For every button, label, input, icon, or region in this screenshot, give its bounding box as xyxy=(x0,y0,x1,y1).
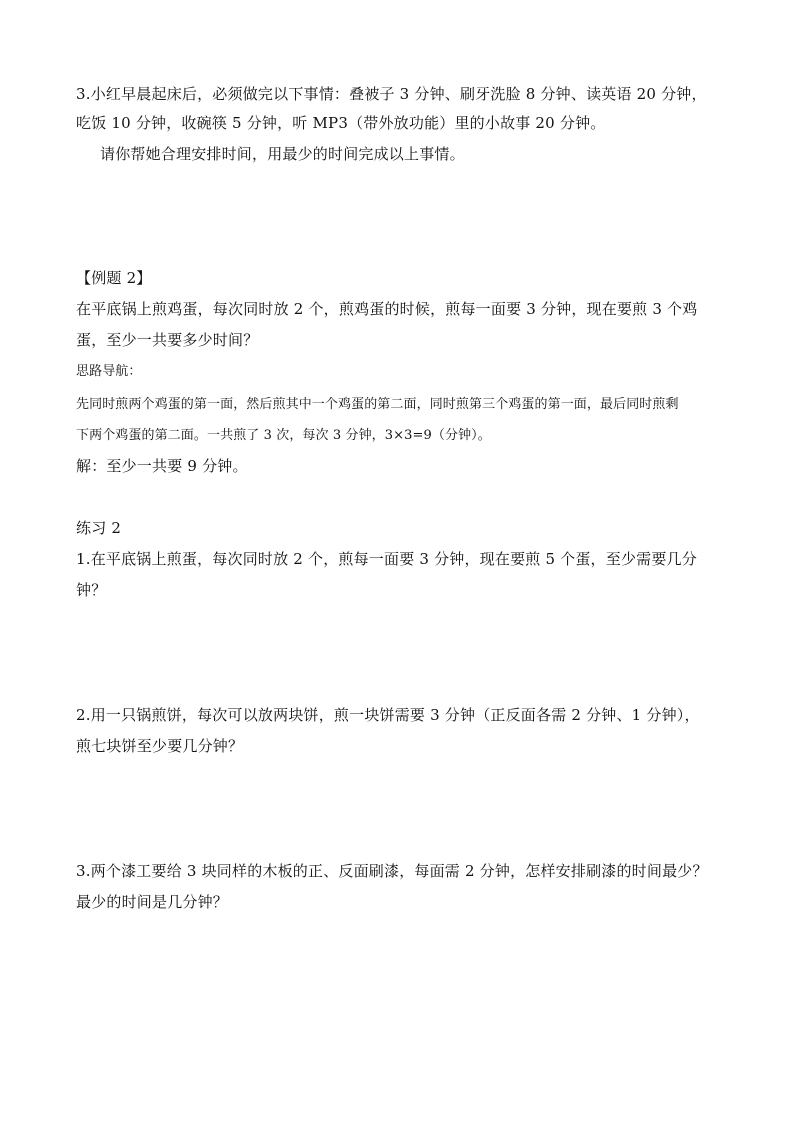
practice2-q3-line1: 3.两个漆工要给 3 块同样的木板的正、反面刷漆，每面需 2 分钟，怎样安排刷漆的时间最少？ xyxy=(76,862,708,880)
example2-question-line1: 在平底锅上煎鸡蛋，每次同时放 2 个，煎鸡蛋的时候，煎每一面要 3 分钟，现在要煎 3 个鸡 xyxy=(76,300,698,318)
example2-hint-label: 思路导航： xyxy=(76,364,142,379)
example2-hint-line1: 先同时煎两个鸡蛋的第一面，然后煎其中一个鸡蛋的第二面，同时煎第三个鸡蛋的第一面，最后同时煎剩 xyxy=(76,397,679,412)
practice2-heading: 练习 2 xyxy=(76,519,122,537)
problem3-line1: 3.小红早晨起床后，必须做完以下事情：叠被子 3 分钟、刷牙洗脸 8 分钟、读英语 20 分钟， xyxy=(76,85,707,103)
practice2-q3-line2: 最少的时间是几分钟？ xyxy=(76,893,229,911)
problem3-instruction: 请你帮她合理安排时间，用最少的时间完成以上事情。 xyxy=(100,145,465,163)
example2-question-line2: 蛋，至少一共要多少时间？ xyxy=(76,331,259,349)
practice2-q1-line2: 钟？ xyxy=(76,581,107,599)
practice2-q1-line1: 1.在平底锅上煎蛋，每次同时放 2 个，煎每一面要 3 分钟，现在要煎 5 个蛋，至少需要几分 xyxy=(76,550,697,568)
example2-heading: 【例题 2】 xyxy=(76,269,152,287)
problem3-line2: 吃饭 10 分钟，收碗筷 5 分钟，听 MP3（带外放功能）里的小故事 20 分钟。 xyxy=(76,114,606,132)
example2-answer: 解：至少一共要 9 分钟。 xyxy=(76,457,248,475)
practice2-q2-line2: 煎七块饼至少要几分钟？ xyxy=(76,737,244,755)
example2-hint-line2: 下两个鸡蛋的第二面。一共煎了 3 次，每次 3 分钟，3×3=9（分钟）。 xyxy=(76,428,491,443)
practice2-q2-line1: 2.用一只锅煎饼，每次可以放两块饼，煎一块饼需要 3 分钟（正反面各需 2 分钟、1 分钟）， xyxy=(76,706,700,724)
